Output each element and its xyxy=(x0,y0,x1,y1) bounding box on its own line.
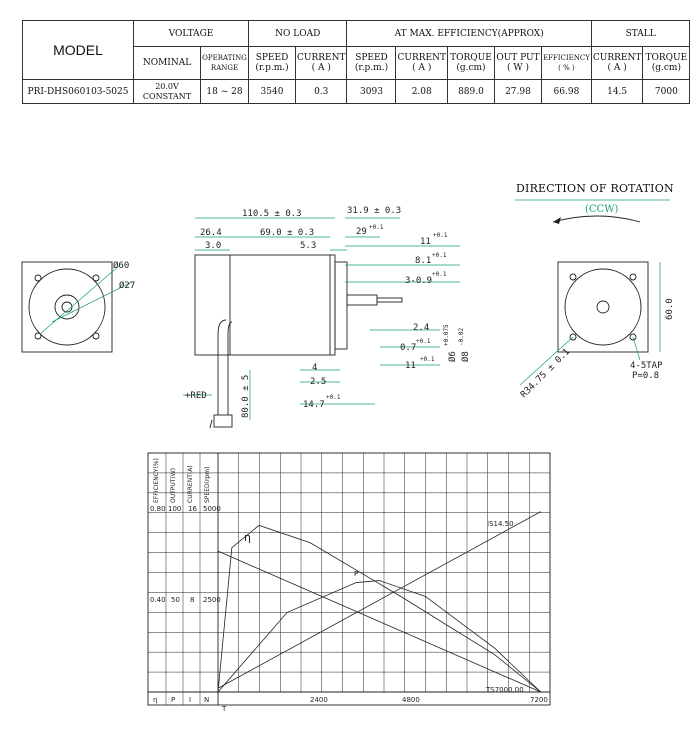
eff-efficiency-header: EFFICIENCY ( % ) xyxy=(541,47,591,80)
dim-110: 110.5 ± 0.3 xyxy=(242,209,302,219)
dim-8-tol: +0.1 xyxy=(432,252,447,259)
eff-torque-header: TORQUE (g.cm) xyxy=(447,47,494,80)
rotation-title: DIRECTION OF ROTATION xyxy=(516,182,674,195)
dim-147-tol: +0.1 xyxy=(326,394,341,401)
side-view xyxy=(195,255,402,428)
tick-eff-040: 0.40 xyxy=(150,596,166,604)
dim-07-tol: +0.1 xyxy=(416,338,431,345)
max-efficiency-header: AT MAX. EFFICIENCY(APPROX) xyxy=(347,21,591,47)
tap-label: 4-5TAP xyxy=(630,361,663,371)
axis-header-current: CURRENT(A) xyxy=(187,465,194,503)
series-line-1 xyxy=(218,581,541,692)
tick-cur-16: 16 xyxy=(188,505,197,513)
dim-d8: Ø8 xyxy=(461,351,471,362)
dim-3: 3.0 xyxy=(205,241,222,251)
rotation-direction: (CCW) xyxy=(585,204,619,215)
series-label-p: P xyxy=(354,570,359,578)
front-view-left xyxy=(22,262,132,352)
symbol-n: N xyxy=(204,696,210,704)
x-symbol-t: T xyxy=(222,705,227,713)
eff-current-cell: 2.08 xyxy=(396,80,447,104)
dim-5: 5.3 xyxy=(300,241,317,251)
model-header: MODEL xyxy=(23,21,134,80)
dim-d6-tol: +0.075 xyxy=(443,324,450,346)
eff-torque-cell: 889.0 xyxy=(447,80,494,104)
dim-24: 2.4 xyxy=(413,323,430,333)
eff-output-header: OUT PUT ( W ) xyxy=(494,47,541,80)
dim-147: 14.7 xyxy=(303,400,325,410)
eff-current-header: CURRENT ( A ) xyxy=(396,47,447,80)
symbol-p: P xyxy=(171,696,176,704)
stall-header: STALL xyxy=(591,21,689,47)
dim-4: 4 xyxy=(312,363,318,373)
symbol-eta: η xyxy=(153,696,158,704)
x-tick-7200: 7200 xyxy=(530,696,548,704)
dim-r34: R34.75 ± 0.1 xyxy=(519,347,573,401)
operating-range-cell: 18 ~ 28 xyxy=(201,80,249,104)
dim-d60: Ø60 xyxy=(113,261,130,271)
dim-d6: Ø6 xyxy=(448,351,458,362)
x-tick-2400: 2400 xyxy=(310,696,328,704)
series-line-2 xyxy=(218,512,541,689)
dim-11b-tol: +0.1 xyxy=(420,356,435,363)
dim-8: 8.1 xyxy=(415,256,432,266)
eff-efficiency-cell: 66.98 xyxy=(541,80,591,104)
dim-side-60: 60.0 xyxy=(665,298,675,320)
annotation-ts: TS7000.00 xyxy=(486,686,524,694)
axis-header-efficiency: EFFICIENCY(%) xyxy=(153,458,160,503)
eff-speed-header: SPEED (r.p.m.) xyxy=(347,47,396,80)
dim-11: 11 xyxy=(420,237,431,247)
dim-d27: Ø27 xyxy=(119,281,136,291)
noload-current-header: CURRENT ( A ) xyxy=(296,47,347,80)
series-label-eta: η xyxy=(244,531,251,544)
symbol-i: I xyxy=(189,696,192,704)
dim-3-09-tol: +0.1 xyxy=(432,271,447,278)
no-load-header: NO LOAD xyxy=(249,21,347,47)
axis-header-speed: SPEED(rpm) xyxy=(204,466,211,503)
operating-range-header: OPERATING RANGE xyxy=(201,47,249,80)
series-line-3 xyxy=(218,551,541,692)
dim-07: 0.7 xyxy=(400,343,417,353)
noload-current-cell: 0.3 xyxy=(296,80,347,104)
stall-torque-header: TORQUE (g.cm) xyxy=(643,47,690,80)
tick-out-100: 100 xyxy=(168,505,182,513)
nominal-cell: 20.0V CONSTANT xyxy=(134,80,201,104)
red-wire-label: +RED xyxy=(185,391,207,401)
tick-eff-080: 0.80 xyxy=(150,505,166,513)
stall-torque-cell: 7000 xyxy=(643,80,690,104)
dim-11-tol: +0.1 xyxy=(433,232,448,239)
stall-current-cell: 14.5 xyxy=(591,80,642,104)
rotation-arc xyxy=(553,216,640,222)
noload-speed-cell: 3540 xyxy=(249,80,296,104)
noload-speed-header: SPEED (r.p.m.) xyxy=(249,47,296,80)
series-line-0 xyxy=(218,525,541,692)
pitch-label: P=0.8 xyxy=(632,371,660,381)
model-cell: PRI-DHS060103-5025 xyxy=(23,80,134,104)
dim-26: 26.4 xyxy=(200,228,222,238)
annotation-is: IS14.50 xyxy=(487,520,514,528)
tick-spd-2500: 2500 xyxy=(203,596,221,604)
dim-25: 2.5 xyxy=(310,377,327,387)
axis-header-output: OUTPUT(W) xyxy=(170,467,177,503)
dim-29-tol: +0.1 xyxy=(369,224,384,231)
tick-out-50: 50 xyxy=(171,596,180,604)
dim-69: 69.0 ± 0.3 xyxy=(260,228,315,238)
dim-80: 80.0 ± 5 xyxy=(241,374,251,418)
dim-11b: 11 xyxy=(405,361,416,371)
eff-speed-cell: 3093 xyxy=(347,80,396,104)
dim-3-09: 3-0.9 xyxy=(405,276,433,286)
dim-d8-tol: -0.02 xyxy=(458,327,465,346)
tick-cur-8: 8 xyxy=(190,596,195,604)
nominal-header: NOMINAL xyxy=(134,47,201,80)
x-tick-4800: 4800 xyxy=(402,696,420,704)
dim-29: 29 xyxy=(356,227,367,237)
dim-31: 31.9 ± 0.3 xyxy=(347,206,402,216)
chart-series xyxy=(218,512,541,692)
tick-spd-5000: 5000 xyxy=(203,505,221,513)
eff-output-cell: 27.98 xyxy=(494,80,541,104)
rotation-arrow-head xyxy=(553,217,561,224)
voltage-header: VOLTAGE xyxy=(134,21,249,47)
stall-current-header: CURRENT ( A ) xyxy=(591,47,642,80)
